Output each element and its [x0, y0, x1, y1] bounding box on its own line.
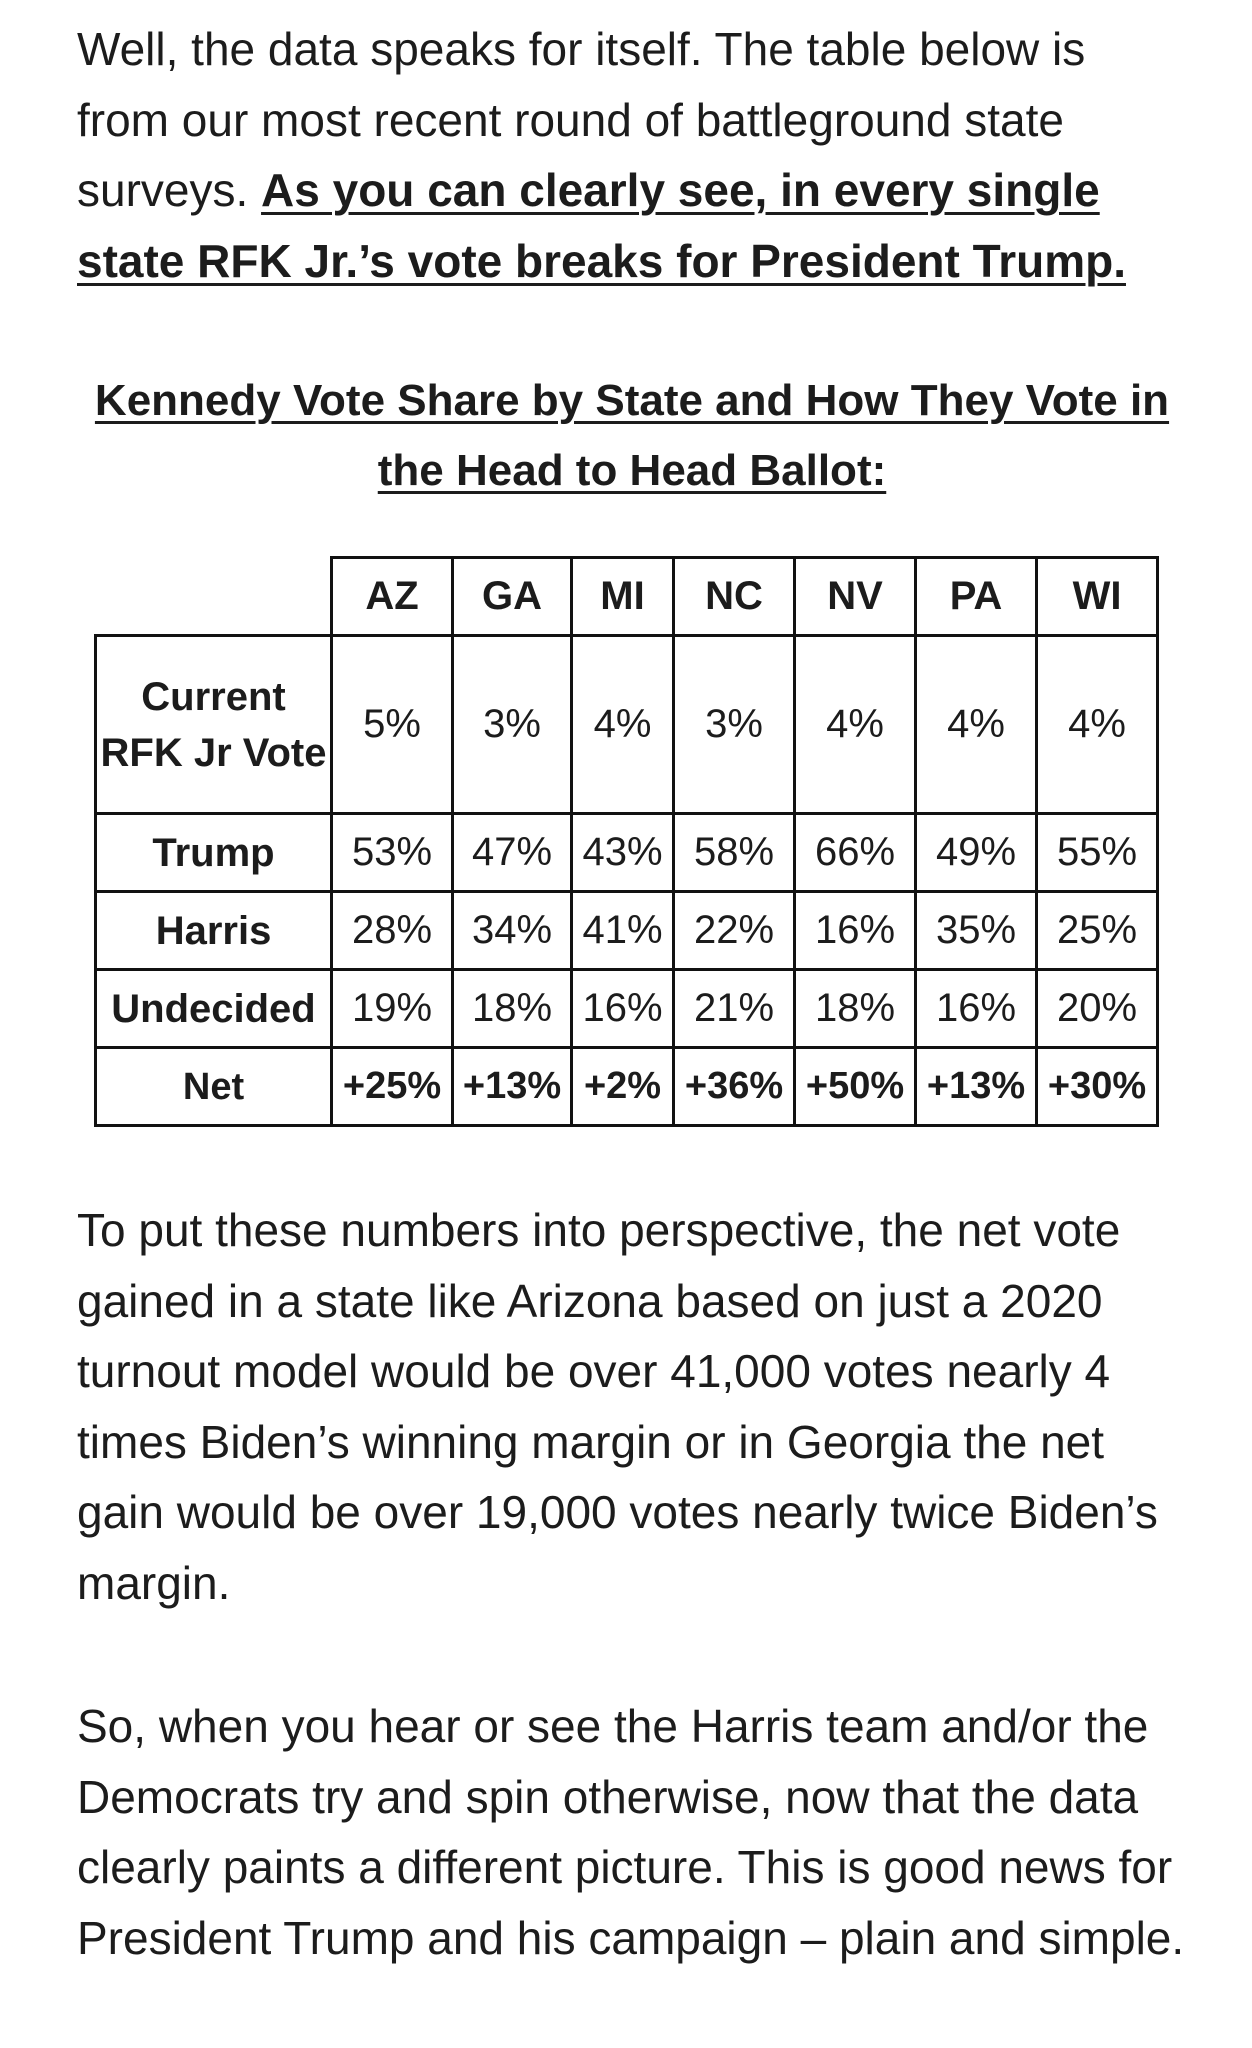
intro-emphasis: As you can clearly see, in every single state RFK Jr.’s vote breaks for President Trump.	[77, 164, 1126, 287]
table-cell: +25%	[332, 1048, 453, 1126]
table-cell: 3%	[674, 636, 795, 814]
table-cell: 3%	[453, 636, 572, 814]
intro-paragraph	[77, 14, 1187, 296]
state-header: PA	[916, 558, 1037, 636]
table-title: Kennedy Vote Share by State and How They Vote in the Head to Head Ballot:	[94, 376, 1170, 495]
table-row	[96, 1048, 1158, 1126]
state-header: NV	[795, 558, 916, 636]
table-cell: 5%	[332, 636, 453, 814]
closing-paragraph	[77, 1691, 1187, 1973]
table-cell: 4%	[572, 636, 674, 814]
table-cell: 55%	[1037, 814, 1158, 892]
table-cell: +50%	[795, 1048, 916, 1126]
table-row	[96, 636, 1158, 814]
state-header: WI	[1037, 558, 1158, 636]
intro-text: Well, the data speaks for itself. The table below is from our most recent round of battleground state surveys.	[77, 23, 1086, 216]
table-cell: 28%	[332, 892, 453, 970]
table-cell: 35%	[916, 892, 1037, 970]
table-cell: 4%	[795, 636, 916, 814]
closing-text: So, when you hear or see the Harris team and/or the Democrats try and spin otherwise, now that the data clearly paints a different picture. This is good news for President Trump and his campaign – plain and simple.	[77, 1700, 1185, 1964]
table-cell: 58%	[674, 814, 795, 892]
table-cell: +13%	[453, 1048, 572, 1126]
table-row	[96, 814, 1158, 892]
table-cell: 16%	[572, 970, 674, 1048]
row-label: Current RFK Jr Vote	[96, 636, 332, 814]
table-cell: 16%	[916, 970, 1037, 1048]
table-cell: 53%	[332, 814, 453, 892]
table-cell: 21%	[674, 970, 795, 1048]
state-header: AZ	[332, 558, 453, 636]
table-cell: 43%	[572, 814, 674, 892]
table-cell: 4%	[916, 636, 1037, 814]
table-corner	[96, 558, 332, 636]
table-cell: 20%	[1037, 970, 1158, 1048]
row-label: Harris	[96, 892, 332, 970]
table-cell: +30%	[1037, 1048, 1158, 1126]
table-row	[96, 970, 1158, 1048]
state-header: MI	[572, 558, 674, 636]
table-cell: 4%	[1037, 636, 1158, 814]
table-cell: 18%	[453, 970, 572, 1048]
state-header: NC	[674, 558, 795, 636]
table-cell: 25%	[1037, 892, 1158, 970]
table-cell: 18%	[795, 970, 916, 1048]
row-label: Net	[96, 1048, 332, 1126]
perspective-text: To put these numbers into perspective, the net vote gained in a state like Arizona based on just a 2020 turnout model would be over 41,000 votes nearly 4 times Biden’s winning margin or in Georgia the net gain would be over 19,000 votes nearly twice Biden’s margin.	[77, 1204, 1158, 1609]
table-cell: 41%	[572, 892, 674, 970]
row-label: Undecided	[96, 970, 332, 1048]
table-cell: 22%	[674, 892, 795, 970]
table-cell: 34%	[453, 892, 572, 970]
perspective-paragraph	[77, 1195, 1187, 1618]
table-row	[96, 892, 1158, 970]
table-header-row	[96, 558, 1158, 636]
table-cell: 49%	[916, 814, 1037, 892]
state-header: GA	[453, 558, 572, 636]
vote-share-table	[94, 556, 1159, 1127]
row-label: Trump	[96, 814, 332, 892]
table-cell: +13%	[916, 1048, 1037, 1126]
table-cell: +36%	[674, 1048, 795, 1126]
table-cell: 66%	[795, 814, 916, 892]
table-cell: 16%	[795, 892, 916, 970]
table-cell: +2%	[572, 1048, 674, 1126]
table-cell: 19%	[332, 970, 453, 1048]
table-cell: 47%	[453, 814, 572, 892]
